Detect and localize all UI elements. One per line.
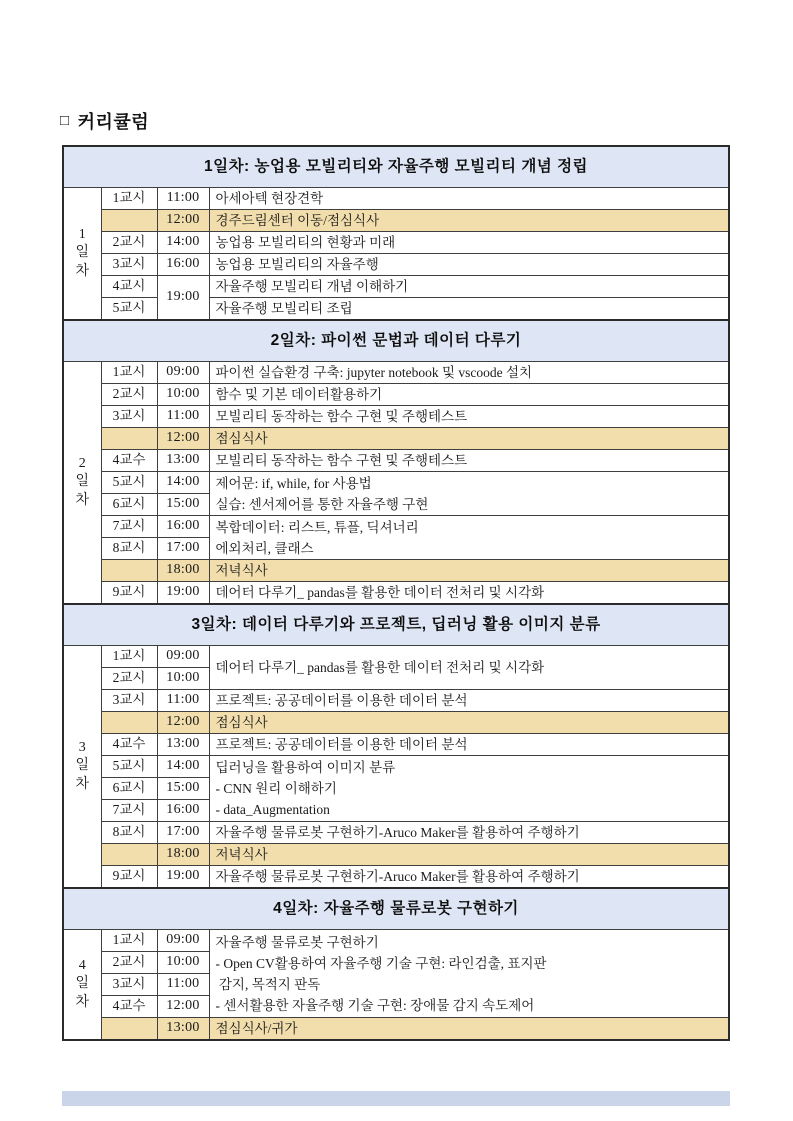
period-cell: 3교시 xyxy=(101,406,157,428)
period-cell: 4교수 xyxy=(101,996,157,1018)
content-line: 딥러닝을 활용하여 이미지 분류 xyxy=(215,760,396,775)
time-cell: 13:00 xyxy=(157,450,209,472)
period-cell: 4교시 xyxy=(101,276,157,298)
period-cell: 7교시 xyxy=(101,800,157,822)
time-cell: 14:00 xyxy=(157,472,209,494)
content-cell xyxy=(209,232,729,254)
meal-row xyxy=(63,712,729,734)
meal-row xyxy=(63,210,729,232)
time-cell: 10:00 xyxy=(157,952,209,974)
content-cell xyxy=(209,406,729,428)
section-header-row xyxy=(63,604,729,646)
period-cell xyxy=(101,844,157,866)
time-cell: 11:00 xyxy=(157,974,209,996)
content-line: 모빌리티 동작하는 함수 구현 및 주행테스트 xyxy=(215,409,468,424)
time-cell: 11:00 xyxy=(157,690,209,712)
content-line: 함수 및 기본 데이터활용하기 xyxy=(215,387,383,402)
time-cell: 11:00 xyxy=(157,188,209,210)
content-line: - CNN 원리 이해하기 xyxy=(215,781,337,796)
content-line: 파이썬 실습환경 구축: jupyter notebook 및 vscoode 설치 xyxy=(215,365,533,380)
content-line: 농업용 모빌리티의 현황과 미래 xyxy=(215,235,396,250)
content-cell xyxy=(209,254,729,276)
time-cell: 19:00 xyxy=(157,866,209,889)
time-cell: 11:00 xyxy=(157,406,209,428)
time-cell: 15:00 xyxy=(157,494,209,516)
time-cell: 12:00 xyxy=(157,428,209,450)
day-label-text: 4 일 차 xyxy=(75,958,90,1010)
content-cell xyxy=(209,756,729,822)
content-line: 아세아텍 현장견학 xyxy=(215,191,324,206)
content-line: 점심식사 xyxy=(215,431,268,446)
time-cell: 16:00 xyxy=(157,516,209,538)
content-line: 에외처리, 클래스 xyxy=(215,540,314,556)
time-cell: 18:00 xyxy=(157,560,209,582)
content-cell xyxy=(209,428,729,450)
schedule-row xyxy=(63,822,729,844)
day-label xyxy=(63,188,101,321)
period-cell: 6교시 xyxy=(101,494,157,516)
period-cell: 8교시 xyxy=(101,538,157,560)
content-line: 데어터 다루기_ pandas를 활용한 데이터 전처리 및 시각화 xyxy=(215,660,545,675)
content-line: 복합데이터: 리스트, 튜플, 딕셔너리 xyxy=(215,519,419,535)
content-cell xyxy=(209,844,729,866)
content-line: 자율주행 물류로봇 구현하기-Aruco Maker를 활용하여 주행하기 xyxy=(215,869,580,884)
content-cell xyxy=(209,472,729,516)
content-line: 모빌리티 동작하는 함수 구현 및 주행테스트 xyxy=(215,453,468,468)
day-label xyxy=(63,646,101,889)
schedule-row xyxy=(63,450,729,472)
section-header-row xyxy=(63,320,729,362)
period-cell xyxy=(101,210,157,232)
period-cell: 6교시 xyxy=(101,778,157,800)
content-cell xyxy=(209,362,729,384)
time-cell: 15:00 xyxy=(157,778,209,800)
period-cell: 1교시 xyxy=(101,362,157,384)
period-cell: 1교시 xyxy=(101,930,157,952)
period-cell: 2교시 xyxy=(101,668,157,690)
content-cell xyxy=(209,384,729,406)
schedule-row xyxy=(63,582,729,605)
content-cell xyxy=(209,822,729,844)
content-line: - 센서활용한 자율주행 기술 구현: 장애물 감지 속도제어 xyxy=(215,997,535,1013)
time-cell: 19:00 xyxy=(157,582,209,605)
content-line: 감지, 목적지 판독 xyxy=(215,976,321,992)
period-cell: 9교시 xyxy=(101,582,157,605)
time-cell: 12:00 xyxy=(157,210,209,232)
time-cell: 09:00 xyxy=(157,362,209,384)
content-cell xyxy=(209,516,729,560)
meal-row xyxy=(63,428,729,450)
section-title: 3일차: 데이터 다루기와 프로젝트, 딥러닝 활용 이미지 분류 xyxy=(63,604,729,646)
content-cell xyxy=(209,930,729,1018)
schedule-row xyxy=(63,866,729,889)
period-cell xyxy=(101,712,157,734)
period-cell: 5교시 xyxy=(101,756,157,778)
page-title-row xyxy=(60,108,149,134)
time-cell: 13:00 xyxy=(157,1018,209,1041)
schedule-row xyxy=(63,276,729,298)
schedule-row xyxy=(63,384,729,406)
content-line: 프로젝트: 공공데이터를 이용한 데이터 분석 xyxy=(215,693,468,708)
content-line: 농업용 모빌리티의 자율주행 xyxy=(215,257,379,272)
content-line: 자율주행 물류로봇 구현하기-Aruco Maker를 활용하여 주행하기 xyxy=(215,825,580,840)
section-title: 4일차: 자율주행 물류로봇 구현하기 xyxy=(63,888,729,930)
time-cell: 09:00 xyxy=(157,646,209,668)
period-cell: 9교시 xyxy=(101,866,157,889)
schedule-row xyxy=(63,734,729,756)
meal-row xyxy=(63,1018,729,1041)
section-title: 1일차: 농업용 모빌리티와 자율주행 모빌리티 개념 정립 xyxy=(63,146,729,188)
section-title: 2일차: 파이썬 문법과 데이터 다루기 xyxy=(63,320,729,362)
period-cell: 3교시 xyxy=(101,254,157,276)
content-line: 프로젝트: 공공데이터를 이용한 데이터 분석 xyxy=(215,737,468,752)
content-line: 데어터 다루기_ pandas를 활용한 데이터 전처리 및 시각화 xyxy=(215,585,545,600)
content-cell xyxy=(209,734,729,756)
time-cell: 16:00 xyxy=(157,254,209,276)
day-label-text: 2 일 차 xyxy=(75,456,90,508)
period-cell: 3교시 xyxy=(101,690,157,712)
content-line: 점심식사 xyxy=(215,715,268,730)
content-line: 실습: 센서제어를 통한 자율주행 구현 xyxy=(215,496,429,512)
content-cell xyxy=(209,866,729,889)
content-cell xyxy=(209,188,729,210)
section-header-row xyxy=(63,146,729,188)
content-line: 제어문: if, while, for 사용법 xyxy=(215,475,372,491)
content-cell xyxy=(209,1018,729,1041)
curriculum-table-body xyxy=(63,146,729,1040)
schedule-row xyxy=(63,516,729,538)
schedule-row xyxy=(63,472,729,494)
period-cell: 4교수 xyxy=(101,734,157,756)
time-cell: 17:00 xyxy=(157,538,209,560)
period-cell: 5교시 xyxy=(101,298,157,321)
period-cell: 7교시 xyxy=(101,516,157,538)
schedule-row xyxy=(63,756,729,778)
content-line: 저녁식사 xyxy=(215,847,268,862)
content-cell xyxy=(209,210,729,232)
period-cell xyxy=(101,428,157,450)
time-cell: 13:00 xyxy=(157,734,209,756)
content-line: 경주드림센터 이동/점심식사 xyxy=(215,213,380,228)
time-cell: 12:00 xyxy=(157,996,209,1018)
day-label-text: 1 일 차 xyxy=(75,227,90,279)
meal-row xyxy=(63,560,729,582)
content-line: 저녁식사 xyxy=(215,563,268,578)
time-cell: 14:00 xyxy=(157,232,209,254)
time-cell: 09:00 xyxy=(157,930,209,952)
page-title: 커리큘럼 xyxy=(77,112,150,132)
content-line: - Open CV활용하여 자율주행 기술 구현: 라인검출, 표지판 xyxy=(215,955,547,971)
schedule-row xyxy=(63,406,729,428)
schedule-row xyxy=(63,254,729,276)
time-cell: 19:00 xyxy=(157,276,209,321)
content-cell xyxy=(209,298,729,321)
curriculum-table xyxy=(62,145,730,1041)
content-line: - data_Augmentation xyxy=(215,802,330,817)
period-cell: 1교시 xyxy=(101,188,157,210)
content-cell xyxy=(209,690,729,712)
content-cell xyxy=(209,450,729,472)
time-cell: 10:00 xyxy=(157,668,209,690)
time-cell: 12:00 xyxy=(157,712,209,734)
time-cell: 18:00 xyxy=(157,844,209,866)
content-line: 자율주행 물류로봇 구현하기 xyxy=(215,934,379,950)
time-cell: 16:00 xyxy=(157,800,209,822)
day-label-text: 3 일 차 xyxy=(75,740,90,792)
content-cell xyxy=(209,560,729,582)
day-label xyxy=(63,930,101,1041)
day-label xyxy=(63,362,101,605)
section-header-row xyxy=(63,888,729,930)
schedule-row xyxy=(63,690,729,712)
period-cell: 5교시 xyxy=(101,472,157,494)
schedule-row xyxy=(63,362,729,384)
content-cell xyxy=(209,712,729,734)
time-cell: 14:00 xyxy=(157,756,209,778)
period-cell: 4교수 xyxy=(101,450,157,472)
schedule-row xyxy=(63,232,729,254)
content-cell xyxy=(209,582,729,605)
period-cell: 2교시 xyxy=(101,384,157,406)
period-cell: 2교시 xyxy=(101,232,157,254)
meal-row xyxy=(63,844,729,866)
footer-bar xyxy=(62,1091,730,1106)
content-cell xyxy=(209,276,729,298)
content-cell xyxy=(209,646,729,690)
period-cell: 3교시 xyxy=(101,974,157,996)
period-cell xyxy=(101,1018,157,1041)
content-line: 점심식사/귀가 xyxy=(215,1021,298,1036)
time-cell: 10:00 xyxy=(157,384,209,406)
content-line: 자율주행 모빌리티 개념 이해하기 xyxy=(215,279,409,294)
time-cell: 17:00 xyxy=(157,822,209,844)
period-cell: 2교시 xyxy=(101,952,157,974)
schedule-row xyxy=(63,930,729,952)
schedule-row xyxy=(63,188,729,210)
content-line: 자율주행 모빌리티 조립 xyxy=(215,301,353,316)
period-cell: 8교시 xyxy=(101,822,157,844)
period-cell: 1교시 xyxy=(101,646,157,668)
schedule-row xyxy=(63,646,729,668)
period-cell xyxy=(101,560,157,582)
checkbox-bullet-icon: □ xyxy=(60,111,70,129)
